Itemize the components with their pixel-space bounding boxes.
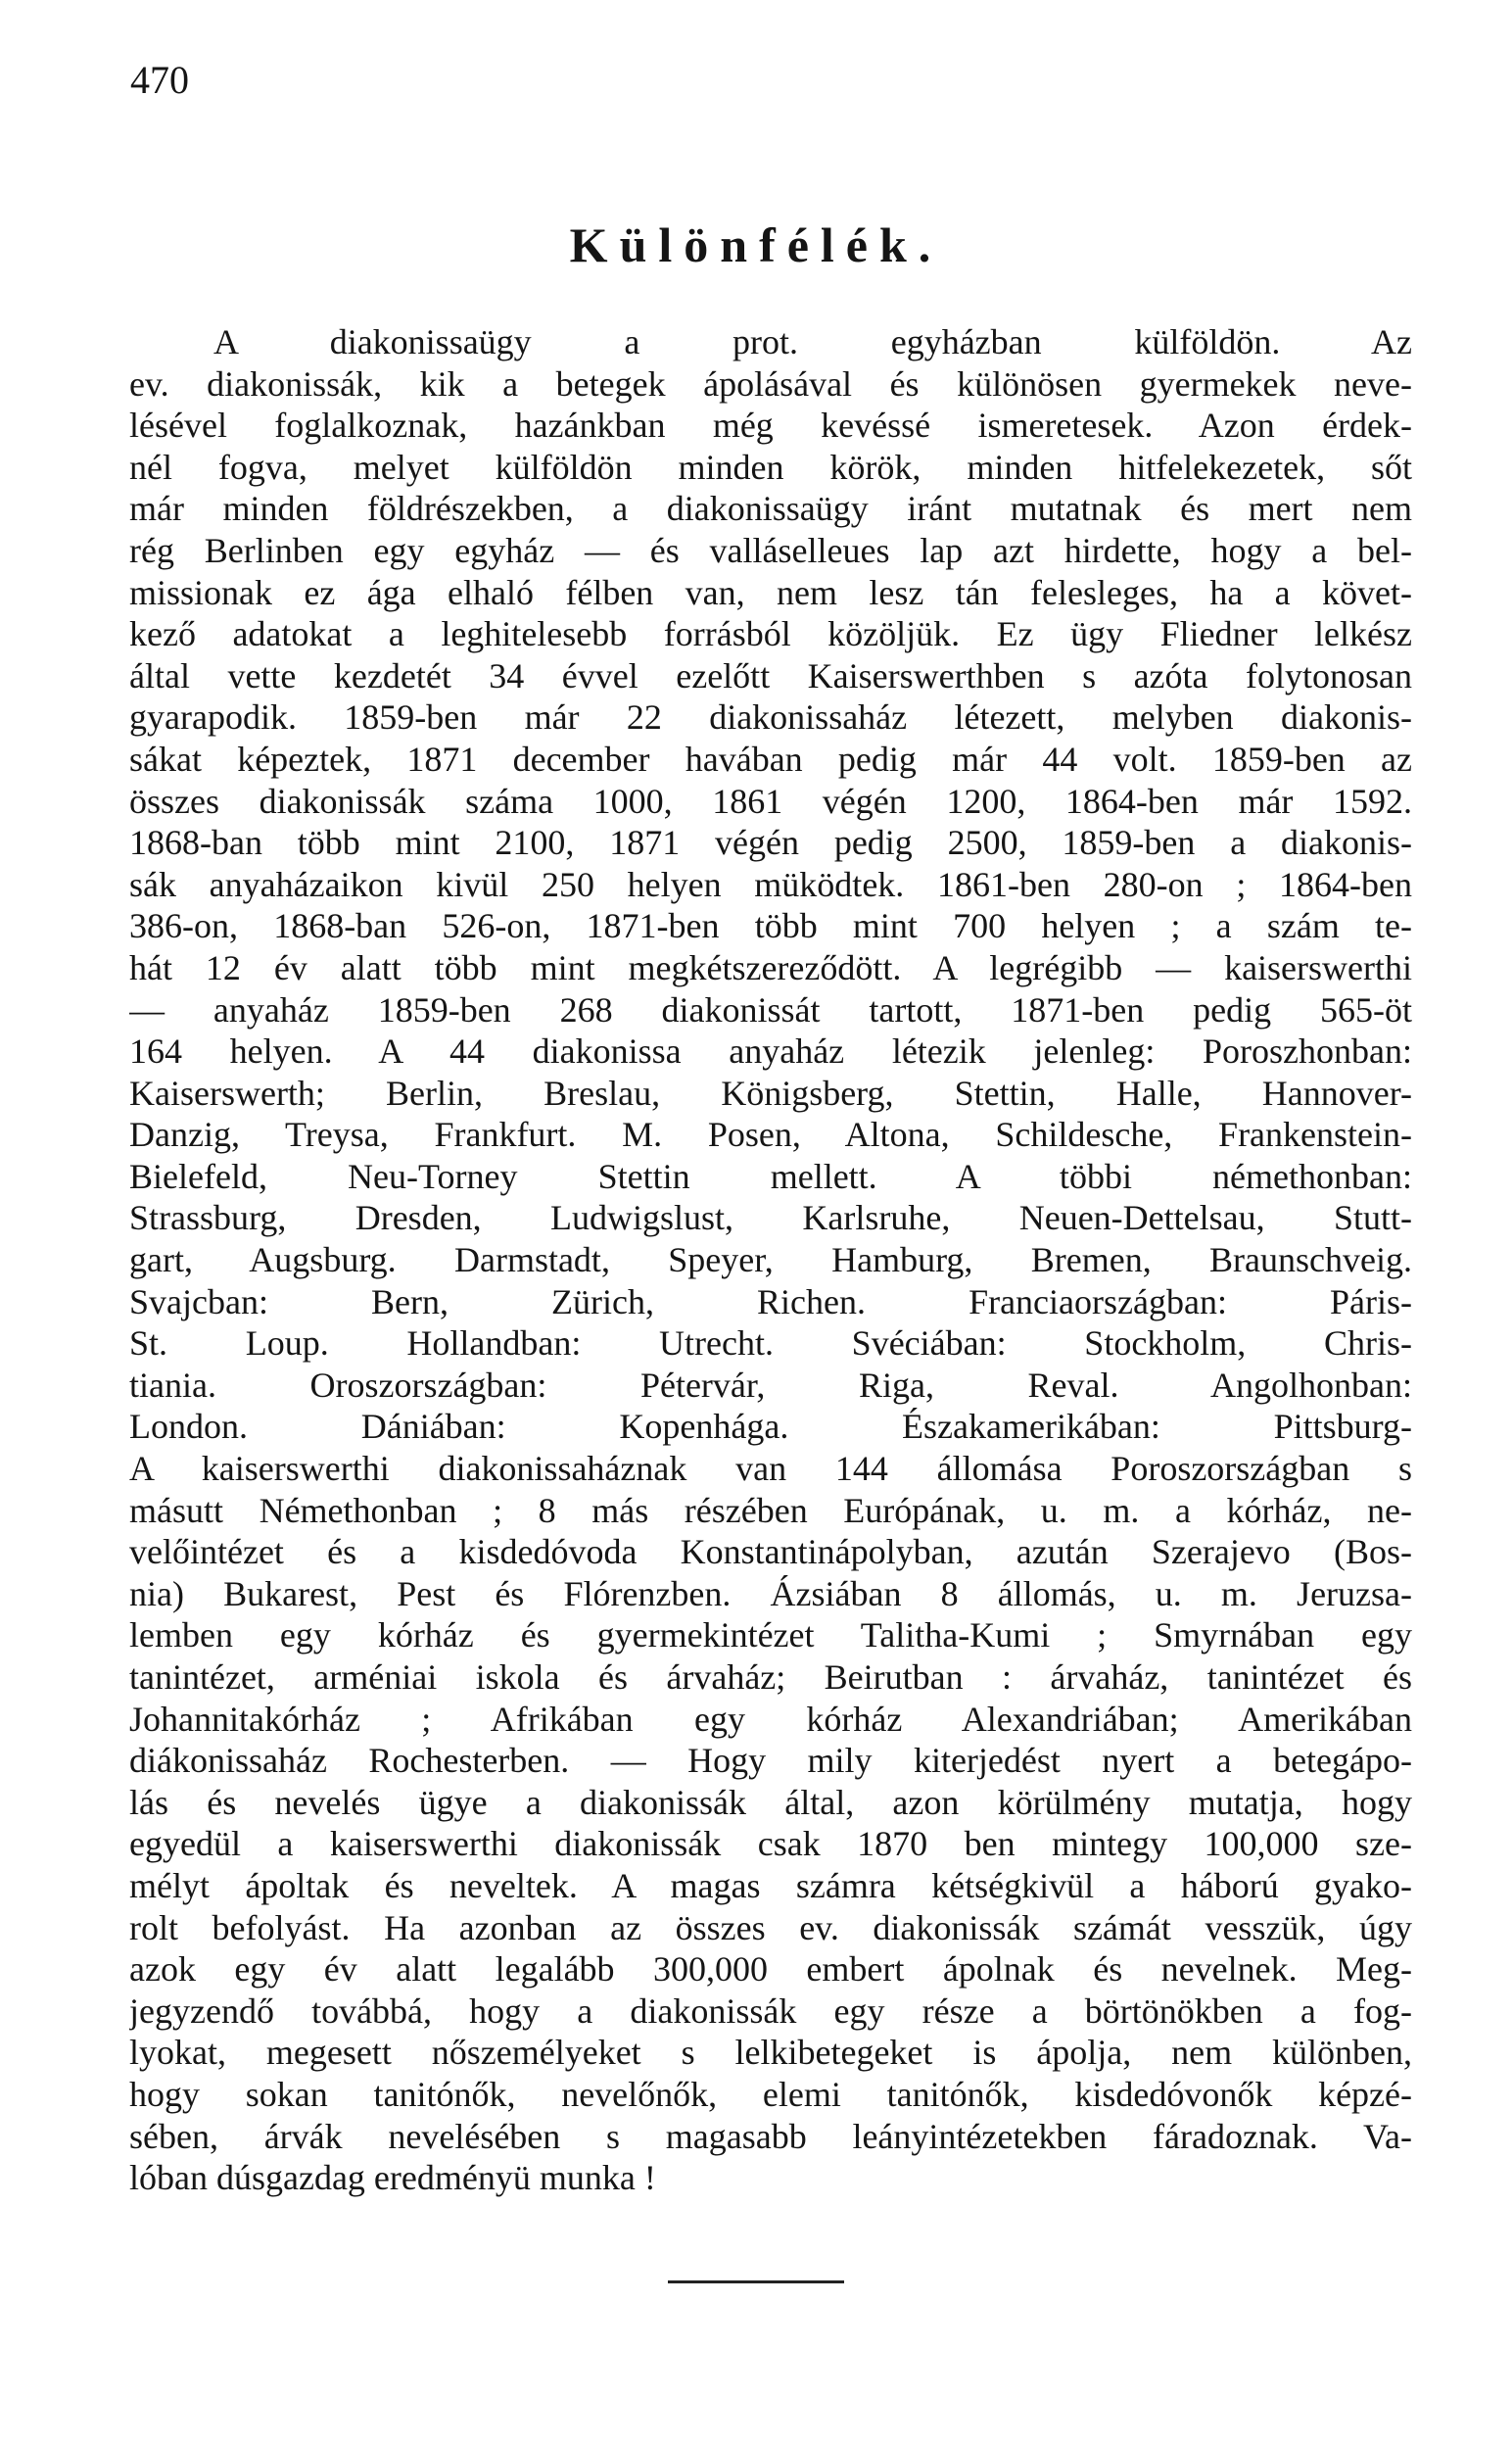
- article-line: rég Berlinben egy egyház — és valláselleues lap azt hirdette, hogy a bel-: [129, 530, 1412, 570]
- article-line: 164 helyen. A 44 diakonissa anyaház létezik jelenleg: Poroszhonban:: [129, 1031, 1412, 1072]
- article-line: rolt befolyást. Ha azonban az összes ev. diakonissák számát vesszük, úgy: [129, 1907, 1412, 1947]
- article-line: A diakonissaügy a prot. egyházban külföldön. Az: [213, 322, 1412, 361]
- article-line: Bielefeld, Neu-Torney Stettin mellett. A többi némethonban:: [129, 1156, 1412, 1196]
- article-line: Johannitakórház ; Afrikában egy kórház Alexandriában; Amerikában: [129, 1699, 1412, 1739]
- article-line: hogy sokan tanitónők, nevelőnők, elemi tanitónők, kisdedóvonők képzé-: [129, 2074, 1412, 2114]
- article-body: [129, 321, 1412, 2199]
- article-line: összes diakonissák száma 1000, 1861 végén 1200, 1864-ben már 1592.: [129, 781, 1412, 821]
- article-line: mélyt ápoltak és neveltek. A magas számra kétségkivül a háború gyako-: [129, 1865, 1412, 1905]
- article-line: Danzig, Treysa, Frankfurt. M. Posen, Altona, Schildesche, Frankenstein-: [129, 1115, 1412, 1155]
- article-line: Svajcban: Bern, Zürich, Richen. Franciaországban: Páris-: [129, 1281, 1412, 1321]
- article-line: kező adatokat a leghitelesebb forrásból közöljük. Ez ügy Fliedner lelkész: [129, 614, 1412, 654]
- section-title: Különfélék.: [569, 217, 943, 272]
- article-line: nél fogva, melyet külföldön minden körök, minden hitfelekezetek, sőt: [129, 447, 1412, 487]
- article-line: gart, Augsburg. Darmstadt, Speyer, Hamburg, Bremen, Braunschveig.: [129, 1240, 1412, 1280]
- article-line: missionak ez ága elhaló félben van, nem lesz tán felesleges, ha a követ-: [129, 572, 1412, 612]
- article-line: lóban dúsgazdag eredményü munka !: [129, 2158, 656, 2198]
- article-line: A kaiserswerthi diakonissaháznak van 144 állomása Poroszországban s: [129, 1449, 1412, 1489]
- page-number: 470: [130, 58, 189, 102]
- article-line: lás és nevelés ügye a diakonissák által, azon körülmény mutatja, hogy: [129, 1782, 1412, 1822]
- article-line: másutt Némethonban ; 8 más részében Európának, u. m. a kórház, ne-: [129, 1490, 1412, 1530]
- article-line: St. Loup. Hollandban: Utrecht. Svéciában: Stockholm, Chris-: [129, 1323, 1412, 1364]
- article-line: velőintézet és a kisdedóvoda Konstantinápolyban, azután Szerajevo (Bos-: [129, 1532, 1412, 1572]
- article-line: 386-on, 1868-ban 526-on, 1871-ben több mint 700 helyen ; a szám te-: [129, 906, 1412, 946]
- end-rule: [668, 2280, 844, 2283]
- article-line: diákonissaház Rochesterben. — Hogy mily kiterjedést nyert a betegápo-: [129, 1741, 1412, 1781]
- article-line: már minden földrészekben, a diakonissaügy iránt mutatnak és mert nem: [129, 489, 1412, 529]
- article-line: tiania. Oroszországban: Pétervár, Riga, Reval. Angolhonban:: [129, 1365, 1412, 1405]
- article-line: sák anyaházaikon kivül 250 helyen müködtek. 1861-ben 280-on ; 1864-ben: [129, 864, 1412, 904]
- article-line: jegyzendő továbbá, hogy a diakonissák egy része a börtönökben a fog-: [129, 1990, 1412, 2031]
- article-line: ev. diakonissák, kik a betegek ápolásával és különösen gyermekek neve-: [129, 363, 1412, 404]
- article-line: Kaiserswerth; Berlin, Breslau, Königsberg, Stettin, Halle, Hannover-: [129, 1073, 1412, 1113]
- article-line: gyarapodik. 1859-ben már 22 diakonissaház létezett, melyben diakonis-: [129, 697, 1412, 738]
- article-line: sákat képeztek, 1871 december havában pedig már 44 volt. 1859-ben az: [129, 739, 1412, 779]
- article-line: Strassburg, Dresden, Ludwigslust, Karlsruhe, Neuen-Dettelsau, Stutt-: [129, 1198, 1412, 1238]
- article-line: hát 12 év alatt több mint megkétszereződött. A legrégibb — kaiserswerthi: [129, 947, 1412, 987]
- article-line: lyokat, megesett nőszemélyeket s lelkibetegeket is ápolja, nem különben,: [129, 2033, 1412, 2073]
- article-line: 1868-ban több mint 2100, 1871 végén pedig 2500, 1859-ben a diakonis-: [129, 823, 1412, 863]
- article-line: egyedül a kaiserswerthi diakonissák csak 1870 ben mintegy 100,000 sze-: [129, 1824, 1412, 1864]
- article-line: azok egy év alatt legalább 300,000 embert ápolnak és nevelnek. Meg-: [129, 1949, 1412, 1990]
- article-line: — anyaház 1859-ben 268 diakonissát tartott, 1871-ben pedig 565-öt: [129, 989, 1412, 1030]
- article-line: nia) Bukarest, Pest és Flórenzben. Ázsiában 8 állomás, u. m. Jeruzsa-: [129, 1573, 1412, 1613]
- article-line: lésével foglalkoznak, hazánkban még kevéssé ismeretesek. Azon érdek-: [129, 406, 1412, 446]
- article-line: London. Dániában: Kopenhága. Északamerikában: Pittsburg-: [129, 1407, 1412, 1447]
- article-line: lemben egy kórház és gyermekintézet Talitha-Kumi ; Smyrnában egy: [129, 1615, 1412, 1655]
- article-line: tanintézet, arméniai iskola és árvaház; Beirutban : árvaház, tanintézet és: [129, 1657, 1412, 1697]
- article-line: által vette kezdetét 34 évvel ezelőtt Kaiserswerthben s azóta folytonosan: [129, 655, 1412, 695]
- article-line: sében, árvák nevelésében s magasabb leányintézetekben fáradoznak. Va-: [129, 2116, 1412, 2156]
